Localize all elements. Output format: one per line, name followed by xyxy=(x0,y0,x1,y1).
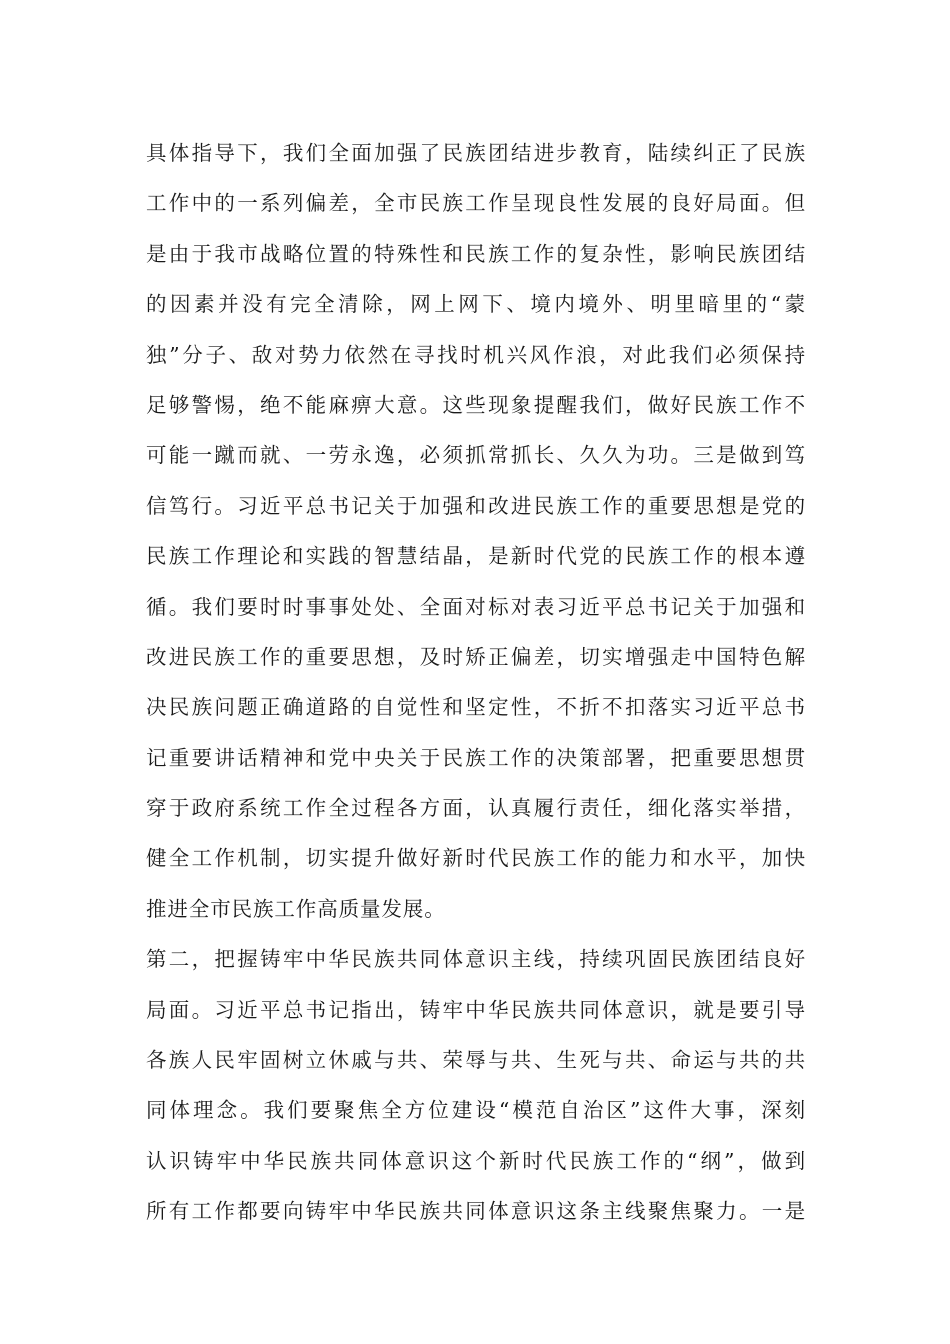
text-line: 信笃行。习近平总书记关于加强和改进民族工作的重要思想是党的 xyxy=(146,493,806,518)
text-line: 工作中的一系列偏差，全市民族工作呈现良性发展的良好局面。但 xyxy=(146,191,806,216)
text-line: 改进民族工作的重要思想，及时矫正偏差，切实增强走中国特色解 xyxy=(146,644,806,669)
text-line: 决民族问题正确道路的自觉性和坚定性，不折不扣落实习近平总书 xyxy=(146,695,806,720)
text-line: 所有工作都要向铸牢中华民族共同体意识这条主线聚焦聚力。一是 xyxy=(146,1199,806,1224)
text-line: 健全工作机制，切实提升做好新时代民族工作的能力和水平，加快 xyxy=(146,846,806,871)
body-text xyxy=(146,128,806,1237)
text-line: 记重要讲话精神和党中央关于民族工作的决策部署，把重要思想贯 xyxy=(146,745,806,770)
text-line: 是由于我市战略位置的特殊性和民族工作的复杂性，影响民族团结 xyxy=(146,241,806,266)
text-line: 可能一蹴而就、一劳永逸，必须抓常抓长、久久为功。三是做到笃 xyxy=(146,443,806,468)
text-line: 穿于政府系统工作全过程各方面，认真履行责任，细化落实举措， xyxy=(146,796,806,821)
text-line: 足够警惕，绝不能麻痹大意。这些现象提醒我们，做好民族工作不 xyxy=(146,392,806,417)
text-line: 民族工作理论和实践的智慧结晶，是新时代党的民族工作的根本遵 xyxy=(146,544,806,569)
text-line: 局面。习近平总书记指出，铸牢中华民族共同体意识，就是要引导 xyxy=(146,997,806,1022)
text-line: 第二，把握铸牢中华民族共同体意识主线，持续巩固民族团结良好 xyxy=(146,947,806,972)
text-line: 具体指导下，我们全面加强了民族团结进步教育，陆续纠正了民族 xyxy=(146,141,806,165)
text-line: 各族人民牢固树立休戚与共、荣辱与共、生死与共、命运与共的共 xyxy=(146,1048,806,1073)
text-line: 的因素并没有完全清除，网上网下、境内境外、明里暗里的“蒙 xyxy=(146,292,806,317)
text-line: 推进全市民族工作高质量发展。 xyxy=(146,896,446,921)
text-line: 循。我们要时时事事处处、全面对标对表习近平总书记关于加强和 xyxy=(146,594,806,619)
text-line: 同体理念。我们要聚焦全方位建设“模范自治区”这件大事，深刻 xyxy=(146,1098,806,1123)
text-line: 认识铸牢中华民族共同体意识这个新时代民族工作的“纲”，做到 xyxy=(146,1148,806,1173)
text-line: 独”分子、敌对势力依然在寻找时机兴风作浪，对此我们必须保持 xyxy=(146,342,806,367)
